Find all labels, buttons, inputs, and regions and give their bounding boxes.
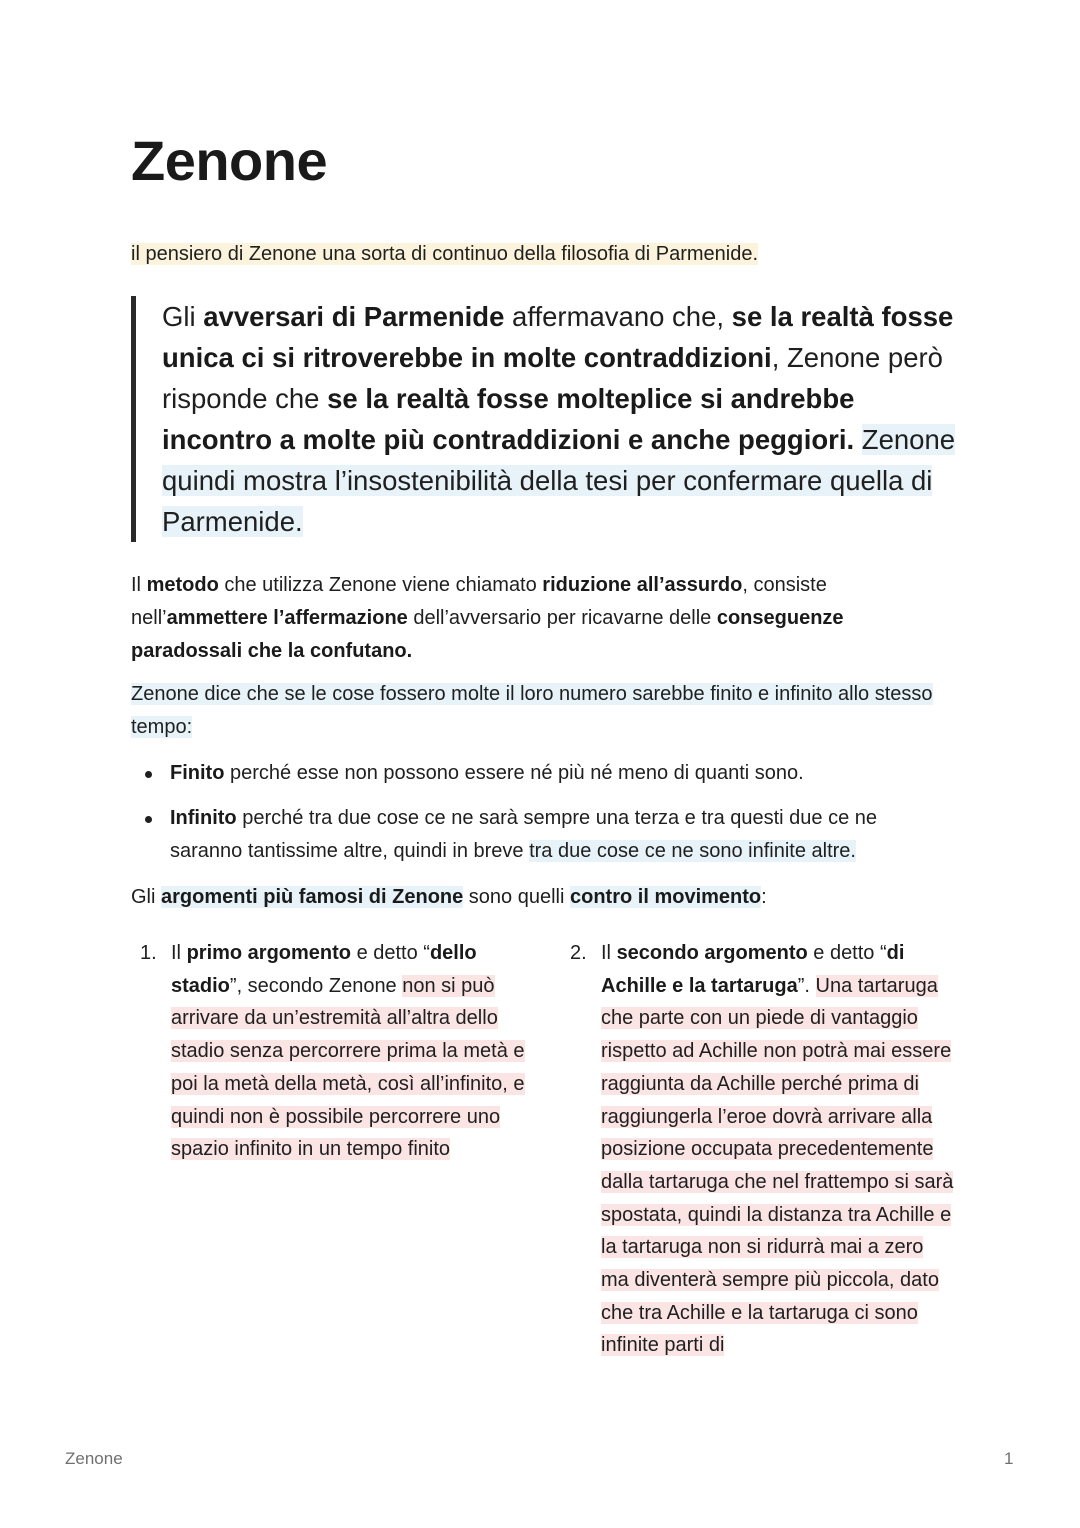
highlight-text: Una tartaruga che parte con un piede di vantaggio rispetto ad Achille non potrà mai essere raggiunta da Achille perché prima di raggiungerla l’eroe dovrà arrivare alla posizione occupata precedentemente dalla tartaruga che nel frattempo si sarà spostata, quindi la distanza tra Achille e la tartaruga non si ridurrà mai a zero ma diventerà sempre più piccola, dato che tra Achille e la tartaruga ci sono infinite parti di xyxy=(601,974,954,1357)
quote-bold: se la realtà fosse unica ci si ritroverebbe in molte contraddizioni xyxy=(162,301,954,373)
bullet-item xyxy=(131,757,951,790)
list-text xyxy=(601,937,955,1362)
argument-item-2 xyxy=(570,937,955,1362)
text: ”. xyxy=(797,974,816,997)
bullet-text: perché esse non possono essere né più né meno di quanti sono. xyxy=(224,762,804,784)
bullet-list xyxy=(131,757,951,880)
quote-bold: avversari di Parmenide xyxy=(203,301,505,332)
bold-highlight: argomenti più famosi di Zenone xyxy=(161,886,464,908)
text: e detto “ xyxy=(351,942,430,964)
bullet-bold: Finito xyxy=(170,762,225,784)
zenone-dice-paragraph xyxy=(131,678,951,744)
text: dell’avversario per ricavarne delle xyxy=(407,607,717,629)
text: sono quelli xyxy=(463,886,570,908)
text: Gli xyxy=(131,886,161,908)
quote-highlight: Zenone quindi mostra l’insostenibilità della tesi per confermare quella di Parmenide. xyxy=(162,424,956,537)
list-number: 2. xyxy=(570,942,587,964)
text: Il xyxy=(131,574,147,596)
bullet-bold: Infinito xyxy=(170,807,237,829)
quote-text: , Zenone però risponde che xyxy=(162,342,943,414)
argomenti-paragraph xyxy=(131,881,951,914)
bullet-item xyxy=(131,802,951,868)
bold-text: secondo argomento xyxy=(616,942,808,964)
text: Il xyxy=(171,942,187,964)
blockquote xyxy=(131,296,961,542)
bold-text: di Achille e la tartaruga xyxy=(601,942,905,997)
intro-text xyxy=(131,240,758,268)
intro-highlight: il pensiero di Zenone una sorta di continuo della filosofia di Parmenide. xyxy=(131,243,759,265)
text: che utilizza Zenone viene chiamato xyxy=(218,574,543,596)
quote-text: affermavano che, xyxy=(504,301,732,332)
argument-item-1 xyxy=(140,937,535,1166)
highlight-text: non si può arrivare da un’estremità all’altra dello stadio senza percorrere prima la metà e poi la metà della metà, così all’infinito, e quindi non è possibile percorrere uno spazio infinito in un tempo finito xyxy=(171,974,525,1161)
footer-title: Zenone xyxy=(65,1449,123,1468)
quote-text xyxy=(854,424,862,455)
metodo-paragraph xyxy=(131,569,951,668)
page-number: 1 xyxy=(1004,1449,1014,1468)
text: ”, secondo Zenone xyxy=(229,974,403,997)
text: , consiste nell’ xyxy=(131,574,827,629)
text: : xyxy=(761,886,767,908)
quote-bold: se la realtà fosse molteplice si andrebbe incontro a molte più contraddizioni e anche peggiori. xyxy=(162,383,855,455)
text: Il xyxy=(601,942,617,964)
bold-highlight: contro il movimento xyxy=(570,886,762,908)
quote-text: Gli xyxy=(162,301,204,332)
list-text xyxy=(171,937,535,1166)
text: e detto “ xyxy=(807,942,887,964)
bullet-highlight: tra due cose ce ne sono infinite altre. xyxy=(529,840,856,862)
page-title: Zenone xyxy=(131,129,328,192)
bold-text: metodo xyxy=(146,574,219,596)
bold-text: primo argomento xyxy=(186,942,352,964)
bold-text: riduzione all’assurdo xyxy=(542,574,743,596)
highlight-text: Zenone dice che se le cose fossero molte il loro numero sarebbe finito e infinito allo stesso tempo: xyxy=(131,683,933,738)
bold-text: conseguenze paradossali che la confutano. xyxy=(131,607,844,662)
bullet-text: perché tra due cose ce ne sarà sempre una terza e tra questi due ce ne saranno tantissime altre, quindi in breve xyxy=(170,807,878,862)
bold-text: ammettere l’affermazione xyxy=(166,607,408,629)
bold-text: dello stadio xyxy=(171,942,477,997)
list-number: 1. xyxy=(140,942,157,964)
quote-paragraph xyxy=(162,296,961,542)
